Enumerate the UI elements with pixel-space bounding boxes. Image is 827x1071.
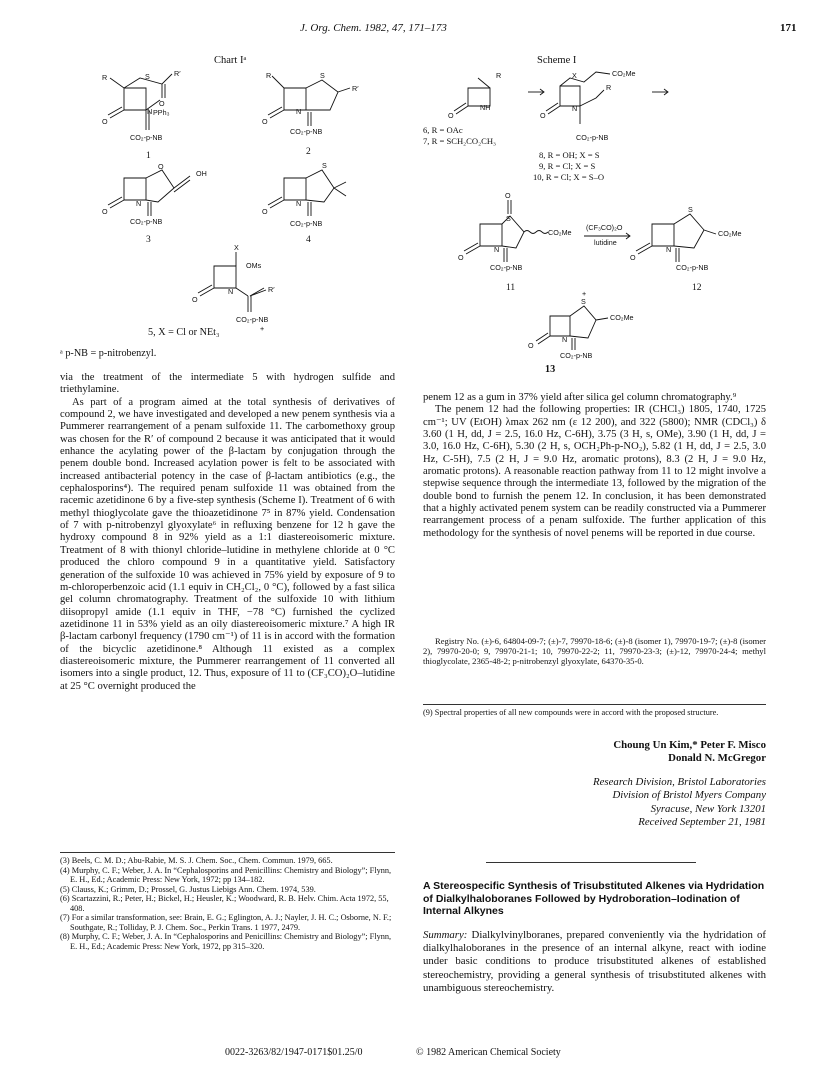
footer-code: 0022-3263/82/1947-0171$01.25/0 (225, 1047, 363, 1058)
scheme-structures (420, 66, 750, 366)
svg-text:N: N (494, 245, 500, 254)
chart-structures (70, 66, 400, 366)
svg-text:O: O (448, 111, 454, 120)
svg-text:S: S (145, 72, 150, 81)
svg-text:X: X (572, 71, 577, 80)
svg-text:CO₂-p-NB: CO₂-p-NB (490, 263, 523, 272)
svg-text:1: 1 (146, 151, 151, 161)
scheme-label-7: 7, R = SCH₂CO₂CH₃ (423, 136, 497, 146)
svg-text:CO₂Me: CO₂Me (610, 313, 634, 322)
svg-text:11: 11 (506, 283, 516, 293)
compound-13 (528, 289, 634, 360)
paragraph: As part of a program aimed at the total synthesis of derivatives of compound 2, we have investigated and developed a new penem synthesis via a Pummerer rearrangement of a penam sulfoxide 11. The carbomethoxy group was chosen for the R′ of compound 2 because it was anticipated that it would enhance the acylating power of the β-lactam by conjugation through the penem double bond. Increased acylation power is felt to be associated with increased antibacterial potency in the case of β-lactam antibiotics (e.g., the cephalosporins⁴). The required penam sulfoxide 11 was obtained from the racemic azetidinone 6 by a five-step synthesis (Scheme I). Treatment of 6 with methyl thioglycolate gave the thioazetidinone 7⁵ in 87% yield. Condensation of 7 with p-nitrobenzyl glyoxylate⁶ in refluxing benzene for 12 h gave the hydroxy compound 8 in 92% yield as a 1:1 diastereoisomeric mixture. Treatment of 8 with thionyl chloride–lutidine in methylene chloride at 0 °C produced the chloro compound 9 in a quantitative yield. Satisfactory generation of the sulfoxide 10 was achieved in 75% yield by exposure of 9 to m-chloroperbenzoic acid (1.1 equiv in CH₂Cl₂, 0 °C), followed by a fast silica gel column chromatography. Treatment of the sulfoxide 10 with lithium diisopropyl amide (1.1 equiv in THF, −78 °C) furnished the cyclized azetidinone 11 in 53% yield as an oily diastereoisomeric mixture.⁷ A high IR β-lactam carbonyl frequency (1790 cm⁻¹) of 11 is in accord with the formation of the bicyclic azetidinone.⁸ Although 11 existed as a complex diastereoisomeric mixture, the Pummerer rearrangement of 11 converted all isomers into a single product, 12. Thus, exposure of 11 to (CF₃CO)₂O–lutidine at 25 °C overnight produced the (60, 396, 395, 692)
svg-text:N: N (562, 335, 568, 344)
svg-text:R: R (266, 71, 272, 80)
right-column-body (423, 392, 766, 540)
svg-text:S: S (320, 71, 325, 80)
paragraph: via the treatment of the intermediate 5 with hydrogen sulfide and triethylamine. (60, 372, 395, 396)
scheme-label-10: 10, R = Cl; X = S–O (533, 172, 605, 182)
author-names-1: Choung Un Kim,* Peter F. Misco (613, 739, 766, 751)
svg-text:3: 3 (146, 235, 151, 245)
summary-label: Summary: (423, 929, 468, 941)
scheme-label-13: 13 (545, 364, 556, 375)
compound-5-label: 5, X = Cl or NEt₃ (148, 327, 220, 338)
svg-text:4: 4 (306, 235, 311, 245)
svg-text:S: S (506, 214, 511, 223)
svg-text:CO₂-p-NB: CO₂-p-NB (560, 351, 593, 360)
affiliation (423, 776, 766, 829)
svg-text:O: O (158, 162, 164, 171)
svg-text:N: N (136, 199, 142, 208)
footnote-divider (423, 704, 766, 705)
svg-text:O: O (102, 117, 108, 126)
svg-text:CO₂-p-NB: CO₂-p-NB (290, 219, 323, 228)
footnote: (3) Beels, C. M. D.; Abu-Rabie, M. S. J. Chem. Soc., Chem. Commun. 1979, 665. (60, 856, 333, 865)
left-footnotes (60, 856, 395, 951)
scheme-label-8: 8, R = OH; X = S (539, 150, 600, 160)
footnote: (4) Murphy, C. F.; Weber, J. A. In “Cephalosporins and Penicillins: Chemistry and Biology”; Flynn, E. H., Ed.; Academic Press: New York, 1972; pp 134–182. (60, 865, 392, 884)
svg-text:PPh₃: PPh₃ (153, 108, 170, 117)
svg-text:O: O (505, 191, 511, 200)
svg-text:N: N (296, 199, 302, 208)
svg-text:CO₂-p-NB: CO₂-p-NB (236, 315, 269, 324)
chart-footnote: ᵃ p-NB = p-nitrobenzyl. (60, 348, 157, 359)
svg-text:+: + (582, 289, 587, 298)
svg-text:O: O (159, 99, 165, 108)
svg-text:OH: OH (196, 169, 207, 178)
svg-text:N: N (228, 287, 234, 296)
journal-header: J. Org. Chem. 1982, 47, 171–173 (300, 22, 447, 34)
chart-title: Chart Iᵃ (214, 55, 247, 66)
next-article-summary (423, 929, 766, 995)
svg-text:R: R (606, 83, 612, 92)
svg-text:O: O (458, 253, 464, 262)
svg-text:CO₂Me: CO₂Me (612, 69, 636, 78)
paragraph: The penem 12 had the following properties: IR (CHCl₃) 1805, 1740, 1725 cm⁻¹; UV (EtOH) λmax 262 nm (ε 12 200), and 322 (5800); NMR (CDCl₃) δ 3.60 (1 H, dd, J = 2.5, 16.0 Hz, C-6H), 3.75 (3 H, s, OMe), 3.90 (1 H, dd, J = 3.0, 16.0 Hz, C-6H), 5.30 (2 H, s, OCH₂Ph-p-NO₂), 5.82 (1 H, dd, J = 2.5, 3.0 Hz, C-5H), 7.5 (2 H, J = 9.0 Hz, aromatic protons), 8.3 (2 H, J = 9.0 Hz, aromatic protons). A reasonable reaction pathway from 11 to 12 might involve a stepwise sequence through the intermediate 13, followed by the migration of the double bond to furnish the penem 12. In conclusion, it has been demonstrated that a highly activated penem system can be readily constructed via a Pummerer rearrangement process of a penam sulfoxide. The further application of this methodology for the synthesis of novel penems will be reported in due course. (423, 404, 766, 539)
compound-5 (192, 243, 275, 333)
svg-text:S: S (581, 297, 586, 306)
footnote: (6) Scartazzini, R.; Peter, H.; Bickel, H.; Heusler, K.; Woodward, R. B. Helv. Chim. Acta 1972, 55, 408. (60, 894, 389, 913)
svg-text:O: O (192, 295, 198, 304)
compound-11 (458, 191, 572, 293)
affiliation-line: Division of Bristol Myers Company (612, 789, 766, 802)
svg-text:R′: R′ (268, 285, 275, 294)
registry-numbers: Registry No. (±)-6, 64804-09-7; (±)-7, 79970-18-6; (±)-8 (isomer 1), 79970-19-7; (±)-8 (isomer 2), 79970-20-0; 9, 79970-21-1; 10, 79970-22-2; 11, 79970-23-3; (±)-12, 79970-24-4; methyl thioglycolate, 2365-48-2; p-nitrobenzyl glyoxylate, 64370-35-0. (423, 636, 766, 666)
svg-text:O: O (262, 117, 268, 126)
svg-text:R: R (102, 73, 108, 82)
svg-text:N: N (666, 245, 672, 254)
footnote: (5) Clauss, K.; Grimm, D.; Prossel, G. Justus Liebigs Ann. Chem. 1974, 539. (60, 884, 316, 894)
svg-text:O: O (102, 207, 108, 216)
compound-6-7 (448, 71, 501, 120)
svg-text:S: S (688, 205, 693, 214)
svg-text:R: R (496, 71, 502, 80)
affiliation-line: Research Division, Bristol Laboratories (593, 776, 766, 788)
svg-text:CO₂Me: CO₂Me (548, 228, 572, 237)
svg-text:12: 12 (692, 283, 702, 293)
svg-text:N: N (572, 104, 578, 113)
right-footnote: (9) Spectral properties of all new compounds were in accord with the proposed structure. (423, 708, 719, 717)
svg-text:O: O (528, 341, 534, 350)
svg-text:+: + (260, 324, 265, 333)
affiliation-line: Syracuse, New York 13201 (650, 802, 766, 815)
summary-text: Dialkylvinylboranes, prepared conveniently via the hydridation of dialkylhaloboranes in the presence of an internal alkyne, react with iodine under basic conditions to produce trisubstituted alkenes of established stereochemistry, providing a general synthesis of trisubstituted alkenes with unambiguous stereochemistry. (423, 929, 766, 994)
compound-12 (630, 205, 742, 293)
svg-text:CO₂-p-NB: CO₂-p-NB (676, 263, 709, 272)
paragraph: penem 12 as a gum in 37% yield after silica gel column chromatography.⁹ (423, 392, 737, 403)
svg-text:2: 2 (306, 147, 311, 157)
svg-text:(CF₃CO)₂O: (CF₃CO)₂O (586, 223, 623, 232)
page-number: 171 (780, 22, 797, 34)
author-names-2: Donald N. McGregor (668, 752, 766, 764)
svg-text:CO₂-p-NB: CO₂-p-NB (130, 217, 163, 226)
scheme-label-6: 6, R = OAc (423, 125, 463, 135)
scheme-title: Scheme I (537, 55, 577, 66)
scheme-label-9: 9, R = Cl; X = S (539, 161, 596, 171)
svg-text:R′: R′ (352, 84, 359, 93)
svg-text:N: N (147, 107, 153, 116)
svg-text:CO₂-p-NB: CO₂-p-NB (130, 133, 163, 142)
article-divider (486, 862, 696, 863)
svg-text:CO₂-p-NB: CO₂-p-NB (290, 127, 323, 136)
svg-text:O: O (540, 111, 546, 120)
svg-text:O: O (630, 253, 636, 262)
compound-2 (262, 71, 359, 157)
svg-text:CO₂-p-NB: CO₂-p-NB (576, 133, 609, 142)
svg-text:NH: NH (480, 103, 491, 112)
svg-text:R′: R′ (174, 69, 181, 78)
svg-text:O: O (262, 207, 268, 216)
next-article-title: A Stereospecific Synthesis of Trisubstituted Alkenes via Hydridation of Dialkylhaloboranes Followed by Hydroboration–Iodination of Internal Alkynes (423, 880, 765, 917)
svg-text:lutidine: lutidine (594, 238, 617, 247)
compound-4 (262, 161, 346, 245)
svg-text:CO₂Me: CO₂Me (718, 229, 742, 238)
compound-8-10 (540, 69, 636, 142)
received-date: Received September 21, 1981 (638, 815, 766, 828)
footer-copyright: © 1982 American Chemical Society (416, 1047, 561, 1058)
svg-text:S: S (322, 161, 327, 170)
svg-text:N: N (296, 107, 302, 116)
left-column-body (60, 372, 395, 693)
svg-text:X: X (234, 243, 239, 252)
footnote: (8) Murphy, C. F.; Weber, J. A. In “Cephalosporins and Penicillins: Chemistry and Biology”; Flynn, E. H., Ed.; Academic Press: New York, 1972, pp 315–320. (60, 932, 392, 951)
compound-1 (102, 69, 181, 161)
footnote-divider (60, 852, 395, 853)
compound-3 (102, 162, 207, 245)
svg-text:OMs: OMs (246, 261, 262, 270)
footnote: (7) For a similar transformation, see: Brain, E. G.; Eglington, A. J.; Nayler, J. H. C.; Osborne, N. F.; Southgate, R.; Tolliday, P. J. Chem. Soc., Perkin Trans. 1 1977, 2479. (60, 913, 392, 932)
authors (423, 739, 766, 765)
